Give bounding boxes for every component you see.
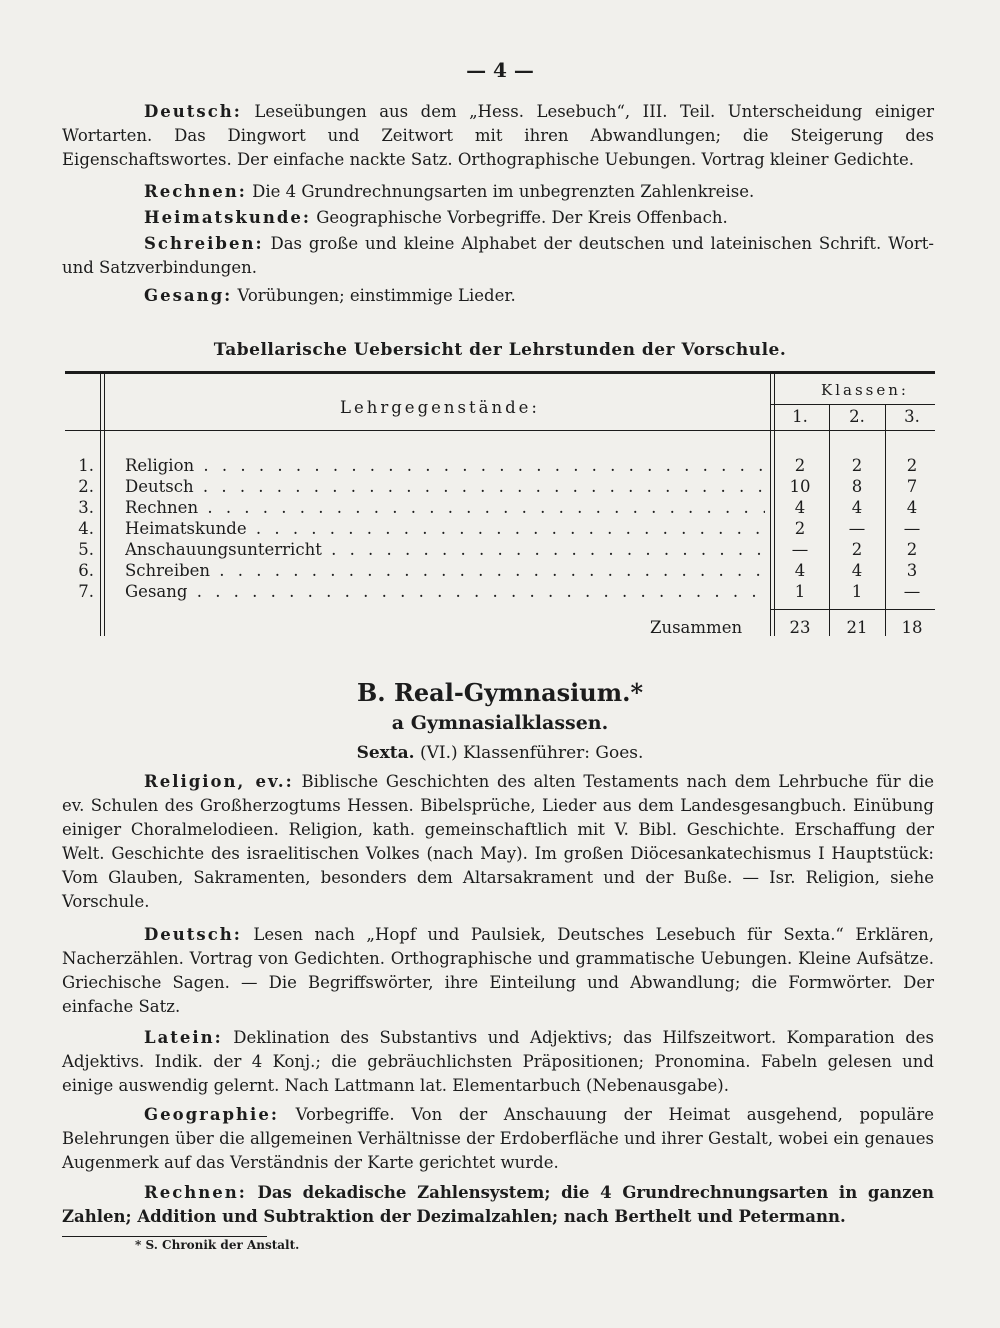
- table-divider-classes: [770, 374, 771, 636]
- paragraph-label: Heimatskunde:: [144, 208, 311, 227]
- row-number: 7.: [78, 582, 94, 601]
- row-subject: Anschauungsunterricht . . .: [125, 539, 765, 560]
- row-class-1: 1: [794, 582, 806, 601]
- paragraph-rechnen: [62, 1181, 934, 1229]
- paragraph-label: Gesang:: [144, 286, 233, 305]
- row-class-1: 4: [794, 561, 806, 580]
- total-label: Zusammen: [650, 618, 743, 637]
- section-heading-a: a Gymnasialklassen.: [391, 712, 609, 734]
- paragraph-label: Deutsch:: [144, 925, 242, 944]
- row-number: 4.: [78, 519, 94, 538]
- header-class-2: 2.: [849, 407, 865, 426]
- row-class-2: 4: [851, 561, 863, 580]
- row-subject: Heimatskunde . . .: [125, 518, 765, 539]
- table-divider-col3: [885, 404, 886, 636]
- paragraph-text: Lesen nach „Hopf und Paulsiek, Deutsches Lesebuch für Sexta.“ Erklären, Nacherzählen. Vortrag von Gedichten. Orthographische und grammatische Uebungen. Kleine Aufsätze. Griechische Sagen. — Die Begriffswörter, ihre Einteilung und Abwandlung; die Formwörter. Der einfache Satz.: [62, 925, 934, 1016]
- row-subject: Rechnen . . .: [125, 497, 765, 518]
- paragraph-gesang-vorschule: [62, 284, 934, 308]
- totals-rule: [770, 609, 935, 610]
- table-divider-num: [100, 374, 101, 636]
- class-name: Sexta.: [356, 743, 415, 763]
- class-heading: [0, 743, 1000, 763]
- header-subjects: Lehrgegenstände:: [340, 398, 540, 417]
- header-class-3: 3.: [904, 407, 920, 426]
- paragraph-text: Vorübungen; einstimmige Lieder.: [232, 286, 516, 305]
- footnote: * S. Chronik der Anstalt.: [135, 1238, 300, 1252]
- row-number: 1.: [78, 456, 94, 475]
- row-subject: Schreiben . . .: [125, 560, 765, 581]
- paragraph-text: Vorbegriffe. Von der Anschauung der Heimat ausgehend, populäre Belehrungen über die allgemeinen Verhältnisse der Erdoberfläche und ihrer Gestalt, wobei ein genaues Augenmerk auf das Verständnis der Karte gerichtet wurde.: [62, 1105, 934, 1172]
- row-class-2: 2: [851, 456, 863, 475]
- paragraph-label: Rechnen:: [144, 182, 247, 201]
- row-number: 5.: [78, 540, 94, 559]
- paragraph-text: Die 4 Grundrechnungsarten im unbegrenzten Zahlenkreise.: [246, 182, 755, 201]
- table-header-rule: [65, 430, 935, 431]
- row-class-2: 1: [851, 582, 863, 601]
- row-class-1: 2: [794, 456, 806, 475]
- row-class-1: —: [791, 540, 809, 559]
- paragraph-label: Religion, ev.:: [144, 772, 294, 791]
- paragraph-heimatskunde-vorschule: [62, 206, 934, 230]
- row-class-3: 2: [906, 456, 918, 475]
- paragraph-text: Das große und kleine Alphabet der deutschen und lateinischen Schrift. Wort- und Satzverbindungen.: [62, 234, 934, 277]
- paragraph-rechnen-vorschule: [62, 180, 934, 204]
- paragraph-text: Leseübungen aus dem „Hess. Lesebuch“, III. Teil. Unterscheidung einiger Wortarten. Das Dingwort und Zeitwort mit ihren Abwandlungen; die Steigerung des Eigenschaftswortes. Der einfache nackte Satz. Orthographische Uebungen. Vortrag kleiner Gedichte.: [62, 102, 934, 169]
- row-class-1: 10: [789, 477, 811, 496]
- row-number: 2.: [78, 477, 94, 496]
- paragraph-label: Rechnen:: [144, 1183, 247, 1202]
- row-class-3: 3: [906, 561, 918, 580]
- total-class-3: 18: [901, 618, 923, 637]
- paragraph-deutsch-vorschule: [62, 100, 934, 172]
- row-class-1: 2: [794, 519, 806, 538]
- paragraph-text: Das dekadische Zahlensystem; die 4 Grundrechnungsarten in ganzen Zahlen; Addition und Subtraktion der Dezimalzahlen; nach Berthelt und Petermann.: [62, 1183, 934, 1226]
- table-divider-col2: [829, 404, 830, 636]
- row-class-2: 2: [851, 540, 863, 559]
- row-subject: Religion . . .: [125, 455, 765, 476]
- row-class-2: 4: [851, 498, 863, 517]
- paragraph-text: Biblische Geschichten des alten Testaments nach dem Lehrbuche für die ev. Schulen des Großherzogtums Hessen. Bibelsprüche, Lieder aus dem Landesgesangbuch. Einübung einiger Choralmelodieen. Religion, kath. gemeinschaftlich mit V. Bibl. Geschichte. Erschaffung der Welt. Geschichte des israelitischen Volkes (nach May). Im großen Diöcesankatechismus I Hauptstück: Vom Glauben, Sakramenten, besonders dem Altarsakrament und der Buße. — Isr. Religion, siehe Vorschule.: [62, 772, 935, 911]
- section-heading-b: B. Real-Gymnasium.*: [356, 678, 644, 707]
- paragraph-text: Geographische Vorbegriffe. Der Kreis Offenbach.: [310, 208, 728, 227]
- total-class-2: 21: [846, 618, 868, 637]
- row-class-3: 4: [906, 498, 918, 517]
- row-number: 6.: [78, 561, 94, 580]
- paragraph-deutsch: [62, 923, 934, 1019]
- classes-subheader-rule: [770, 404, 935, 405]
- paragraph-label: Schreiben:: [144, 234, 264, 253]
- row-class-3: —: [903, 582, 921, 601]
- footnote-rule: [62, 1236, 267, 1237]
- row-class-2: 8: [851, 477, 863, 496]
- header-classes: Klassen:: [821, 381, 909, 399]
- paragraph-label: Geographie:: [144, 1105, 279, 1124]
- row-class-2: —: [848, 519, 866, 538]
- paragraph-geographie: [62, 1103, 934, 1175]
- class-teacher: (VI.) Klassenführer: Goes.: [414, 743, 644, 763]
- table-title: Tabellarische Uebersicht der Lehrstunden der Vorschule.: [213, 340, 787, 360]
- header-class-1: 1.: [792, 407, 808, 426]
- row-class-3: 7: [906, 477, 918, 496]
- paragraph-label: Latein:: [144, 1028, 223, 1047]
- paragraph-text: Deklination des Substantivs und Adjektivs; das Hilfszeitwort. Komparation des Adjektivs. Indik. der 4 Konj.; die gebräuchlichsten Präpositionen; Pronomina. Fabeln gelesen und einige auswendig gelernt. Nach Lattmann lat. Elementarbuch (Nebenausgabe).: [62, 1028, 934, 1095]
- page-number: — 4 —: [466, 58, 534, 82]
- table-divider-num-double: [104, 374, 105, 636]
- table-top-rule: [65, 371, 935, 374]
- row-subject: Gesang . . .: [125, 581, 765, 602]
- total-class-1: 23: [789, 618, 811, 637]
- paragraph-religion: [62, 770, 934, 914]
- row-class-3: 2: [906, 540, 918, 559]
- row-class-3: —: [903, 519, 921, 538]
- row-class-1: 4: [794, 498, 806, 517]
- paragraph-schreiben-vorschule: [62, 232, 934, 280]
- paragraph-latein: [62, 1026, 934, 1098]
- paragraph-label: Deutsch:: [144, 102, 242, 121]
- row-number: 3.: [78, 498, 94, 517]
- row-subject: Deutsch . . .: [125, 476, 765, 497]
